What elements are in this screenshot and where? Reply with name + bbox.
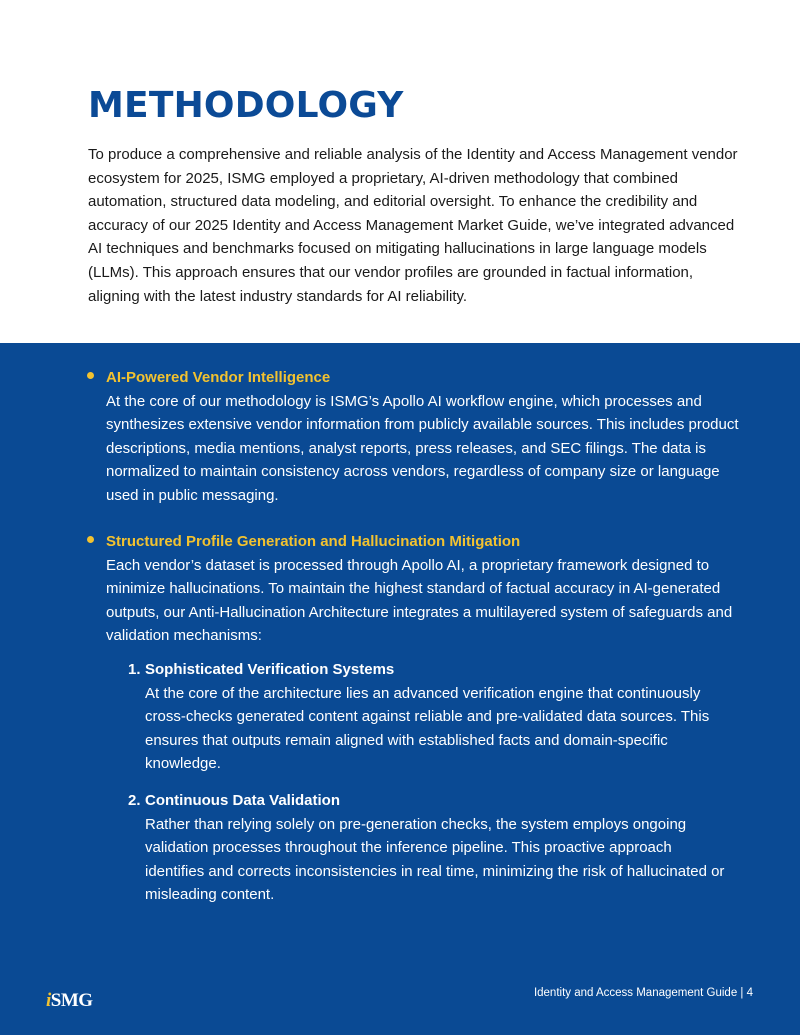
bullet-body: At the core of our methodology is ISMG’s Apollo AI workflow engine, which processes and synthesizes extensive vendor information from publicly available sources. This includes product descriptions, media mentions, analyst reports, press releases, and SEC filings. The data is normalized to maintain consistency across vendors, regardless of company size or language used in public messaging. (106, 392, 739, 504)
numbered-body: Rather than relying solely on pre-generation checks, the system employs ongoing validation processes throughout the inference pipeline. This proactive approach identifies and corrects inconsistencies in real time, minimizing the risk of hallucinated or misleading content. (145, 815, 725, 904)
numbered-heading: Continuous Data Validation (145, 792, 341, 809)
numbered-item-validation (128, 789, 735, 907)
page-footer: Identity and Access Management Guide | 4 (533, 987, 753, 999)
numbered-body: At the core of the architecture lies an advanced verification engine that continuously cross-checks generated content against reliable and pre-validated data sources. This ensures that outputs remain aligned with established facts and domain-specific knowledge. (145, 684, 710, 773)
numbered-heading: Sophisticated Verification Systems (145, 661, 395, 678)
page-title: METHODOLOGY (88, 85, 404, 126)
intro-section (0, 0, 800, 343)
bullet-dot-icon (87, 372, 94, 379)
numbered-item-verification (128, 658, 735, 776)
list-number: 2. (128, 792, 141, 809)
bullet-item-vendor-intelligence (106, 366, 746, 508)
bullet-item-profile-generation (106, 530, 746, 648)
intro-paragraph: To produce a comprehensive and reliable analysis of the Identity and Access Management vendor ecosystem for 2025, ISMG employed a proprietary, AI-driven methodology that combined automation, structured data modeling, and editorial oversight. To enhance the credibility and accuracy of our 2025 Identity and Access Management Market Guide, we’ve integrated advanced AI techniques and benchmarks focused on mitigating hallucinations in large language models (LLMs). This approach ensures that our vendor profiles are grounded in factual information, aligning with the latest industry standards for AI reliability. (88, 146, 738, 305)
bullet-heading: Structured Profile Generation and Hallucination Mitigation (106, 533, 521, 550)
bullet-heading: AI-Powered Vendor Intelligence (106, 369, 331, 386)
list-number: 1. (128, 661, 141, 678)
bullet-dot-icon (87, 536, 94, 543)
ismg-logo: iSMG (46, 990, 93, 1011)
bullet-body: Each vendor’s dataset is processed through Apollo AI, a proprietary framework designed to minimize hallucinations. To maintain the highest standard of factual accuracy in AI-generated outputs, our Anti-Hallucination Architecture integrates a multilayered system of safeguards and validation mechanisms: (106, 556, 733, 645)
